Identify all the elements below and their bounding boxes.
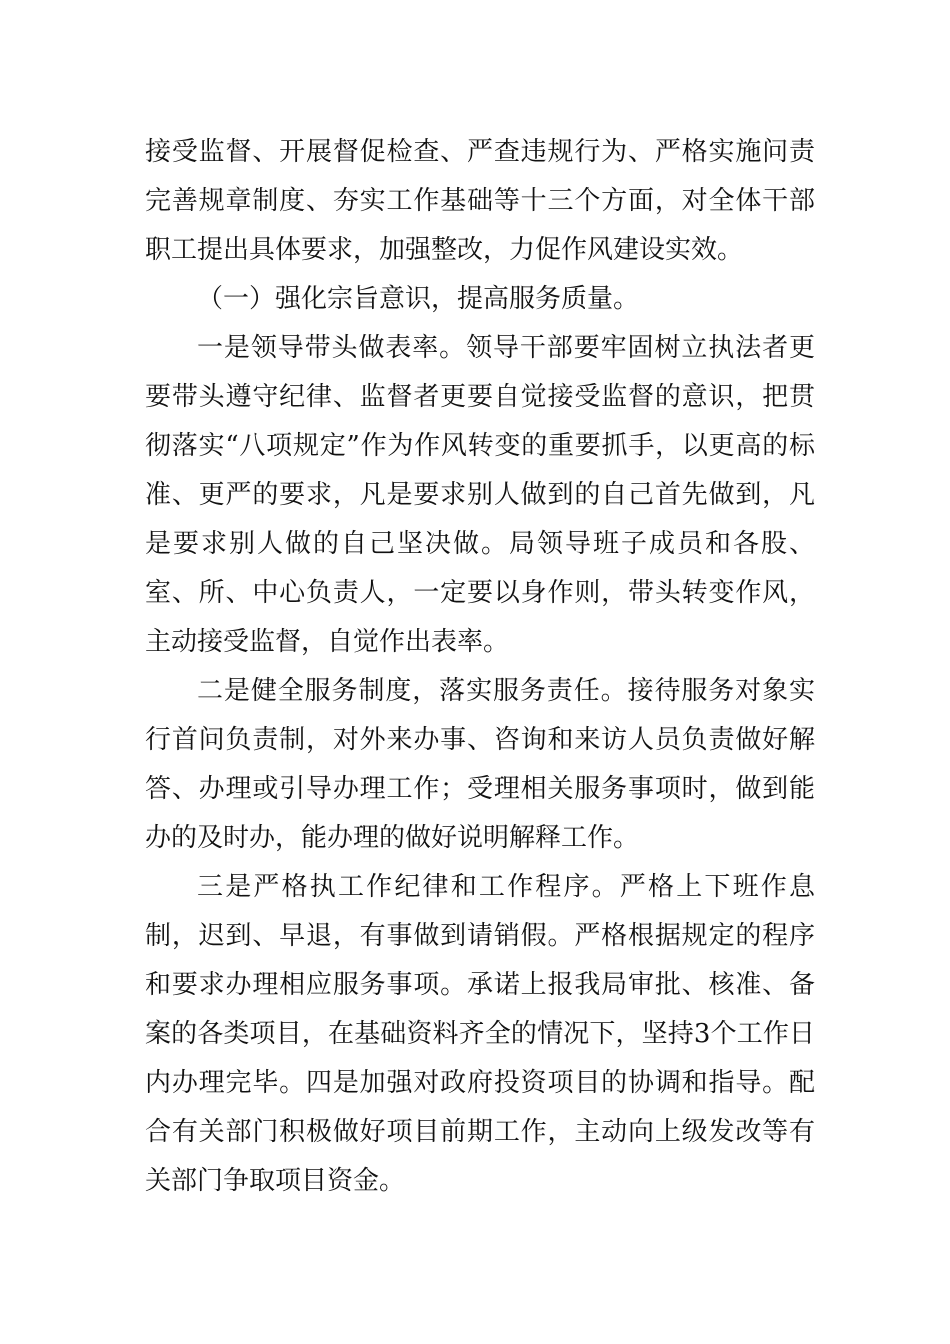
- paragraph-work-discipline: 三是严格执工作纪律和工作程序。严格上下班作息制，迟到、早退，有事做到请销假。严格根据规定的程序和要求办理相应服务事项。承诺上报我局审批、核准、备案的各类项目，在基础资料齐全的情况下，坚持3个工作日内办理完毕。四是加强对政府投资项目的协调和指导。配合有关部门积极做好项目前期工作，主动向上级发改等有关部门争取项目资金。: [145, 872, 815, 1196]
- paragraph-service-system: 二是健全服务制度，落实服务责任。接待服务对象实行首问负责制，对外来办事、咨询和来访人员负责做好解答、办理或引导办理工作；受理相关服务事项时，做到能办的及时办，能办理的做好说明解释工作。: [145, 676, 815, 853]
- paragraph-intro: 接受监督、开展督促检查、严查违规行为、严格实施问责完善规章制度、夯实工作基础等十三个方面，对全体干部职工提出具体要求，加强整改，力促作风建设实效。: [145, 137, 815, 265]
- document-body: [145, 128, 815, 1206]
- section-heading-1: （一）强化宗旨意识，提高服务质量。: [197, 284, 640, 314]
- paragraph-leadership: 一是领导带头做表率。领导干部要牢固树立执法者更要带头遵守纪律、监督者更要自觉接受监督的意识，把贯彻落实“八项规定”作为作风转变的重要抓手，以更高的标准、更严的要求，凡是要求别人做到的自己首先做到，凡是要求别人做的自己坚决做。局领导班子成员和各股、室、所、中心负责人，一定要以身作则，带头转变作风，主动接受监督，自觉作出表率。: [145, 333, 815, 657]
